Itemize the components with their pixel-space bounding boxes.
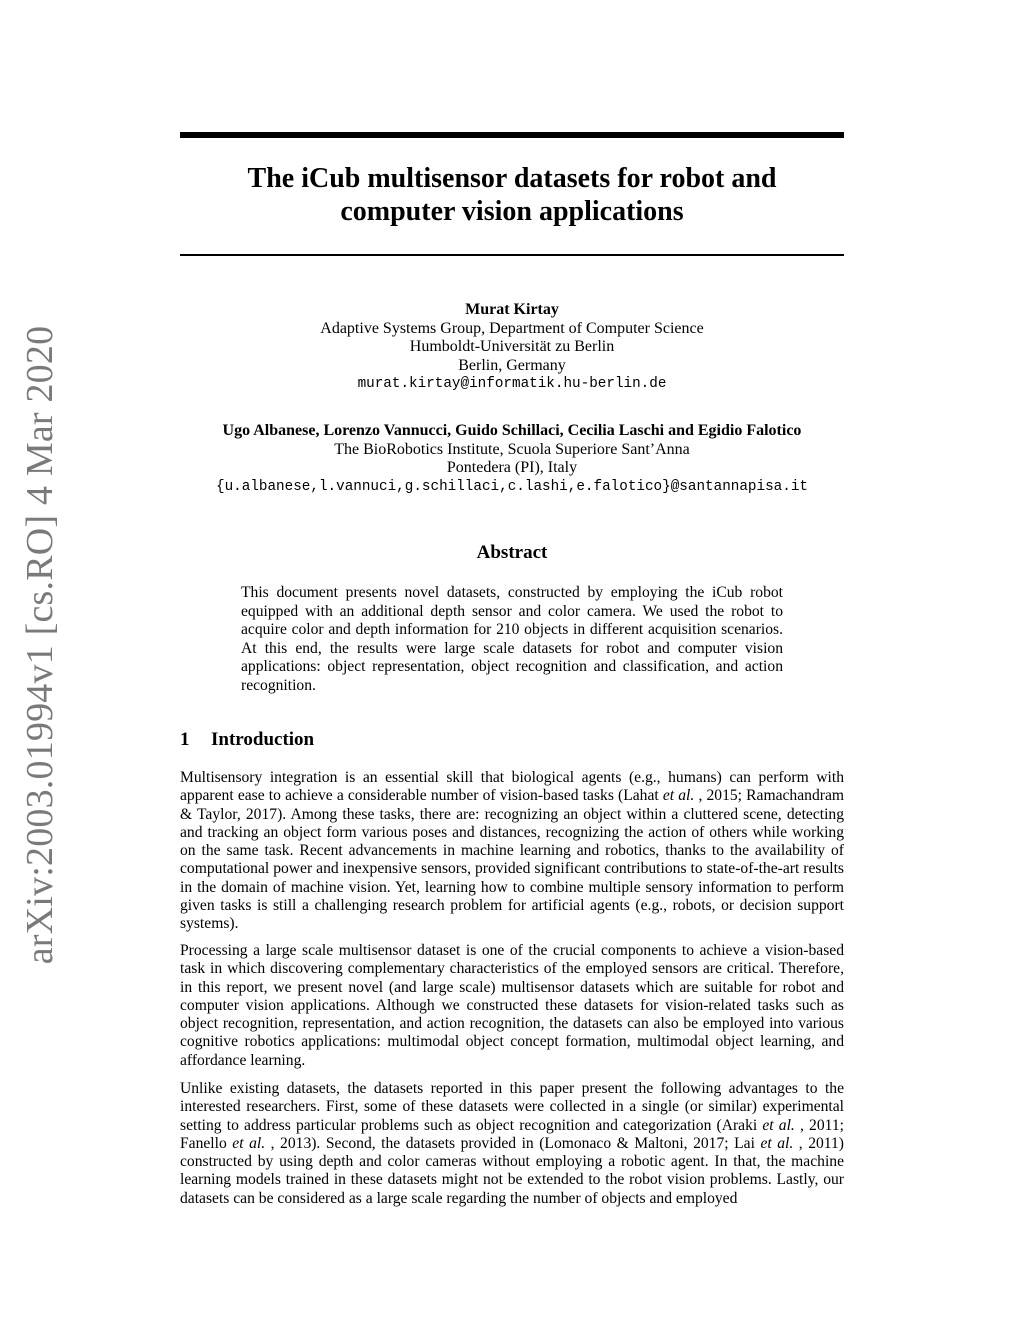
arxiv-identifier: arXiv:2003.01994v1 [cs.RO] 4 Mar 2020 [19, 325, 61, 965]
citation-etal: et al. [662, 787, 695, 805]
paragraph-text: Multisensory integration is an essential skill that biological agents (e.g., humans) can perform with apparent ease to achieve a considerable number of vision-based tasks (Lahat [180, 769, 844, 805]
section-title: Introduction [211, 729, 315, 750]
section-heading [180, 729, 314, 751]
author-block-2 [180, 422, 844, 496]
intro-paragraph-2: Processing a large scale multisensor dataset is one of the crucial components to achieve a vision-based task in which discovering complementary characteristics of the employed sensors are critical. Therefore, in this report, we present novel (and large scale) multisensor datasets which are suitable for robot and computer vision applications. Although we constructed these datasets for vision-related tasks such as object recognition, representation, and action recognition, the datasets can also be employed into various cognitive robotics applications: multimodal object concept formation, multimodal object learning, and affordance learning. [180, 942, 844, 1069]
author-email: {u.albanese,l.vannuci,g.schillaci,c.lashi,e.falotico}@santannapisa.it [216, 478, 808, 495]
title-bottom-rule [180, 254, 844, 256]
author-block-1 [180, 301, 844, 394]
paragraph-text: , 2011; Fanello [180, 1116, 845, 1152]
paper-title [180, 162, 844, 228]
intro-paragraph-1 [180, 769, 844, 934]
paragraph-text: , 2013). Second, the datasets provided in (Lomonaco & Maltoni, 2017; Lai [265, 1134, 761, 1152]
citation-etal: et al. [232, 1134, 266, 1152]
section-number: 1 [180, 729, 190, 750]
author-institution: Humboldt-Universität zu Berlin [409, 338, 615, 355]
author-affiliation: The BioRobotics Institute, Scuola Superiore Sant’Anna [334, 440, 690, 458]
citation-etal: et al. [760, 1134, 794, 1152]
paragraph-text: , 2015; Ramachandram & Taylor, 2017). Among these tasks, there are: recognizing an object within a cluttered scene, detecting and tracking an object form various poses and distances, recognizing the action of others while working on the same task. Recent advancements in machine learning and robotics, thanks to the availability of computational power and inexpensive sensors, provided significant contributions to state-of-the-art results in the domain of machine vision. Yet, learning how to combine multiple sensory information to perform given tasks is still a challenging research problem for artificial agents (e.g., robots, or decision support systems). [180, 787, 844, 933]
paper-title-line-2: computer vision applications [340, 196, 684, 227]
author-names: Murat Kirtay [465, 301, 559, 318]
abstract-text: This document presents novel datasets, constructed by employing the iCub robot equipped with an additional depth sensor and color camera. We used the robot to acquire color and depth information for 210 objects in different acquisition scenarios. At this end, the results were large scale datasets for robot and computer vision applications: object representation, object recognition and classification, and action recognition. [241, 584, 783, 694]
author-email: murat.kirtay@informatik.hu-berlin.de [357, 376, 667, 392]
author-names: Ugo Albanese, Lorenzo Vannucci, Guido Schillaci, Cecilia Laschi and Egidio Falotico [222, 422, 802, 439]
abstract-heading: Abstract [476, 542, 548, 563]
author-affiliation: Adaptive Systems Group, Department of Computer Science [320, 319, 704, 337]
paper-title-line-1: The iCub multisensor datasets for robot and [247, 163, 777, 194]
citation-etal: et al. [762, 1116, 795, 1134]
author-location: Pontedera (PI), Italy [446, 459, 578, 476]
paragraph-text: Unlike existing datasets, the datasets reported in this paper present the following advantages to the interested researchers. First, some of these datasets were collected in a single (or similar) experimental setting to address particular problems such as object recognition and categorization (Araki [180, 1080, 844, 1134]
paragraph-text: , 2011) constructed by using depth and color cameras without employing a robotic agent. In that, the machine learning models trained in these datasets might not be extended to the robot vision problems. Lastly, our datasets can be considered as a large scale regarding the number of objects and employed [180, 1134, 844, 1207]
author-location: Berlin, Germany [458, 356, 566, 374]
title-top-rule [180, 132, 844, 138]
intro-paragraph-3 [180, 1080, 844, 1208]
